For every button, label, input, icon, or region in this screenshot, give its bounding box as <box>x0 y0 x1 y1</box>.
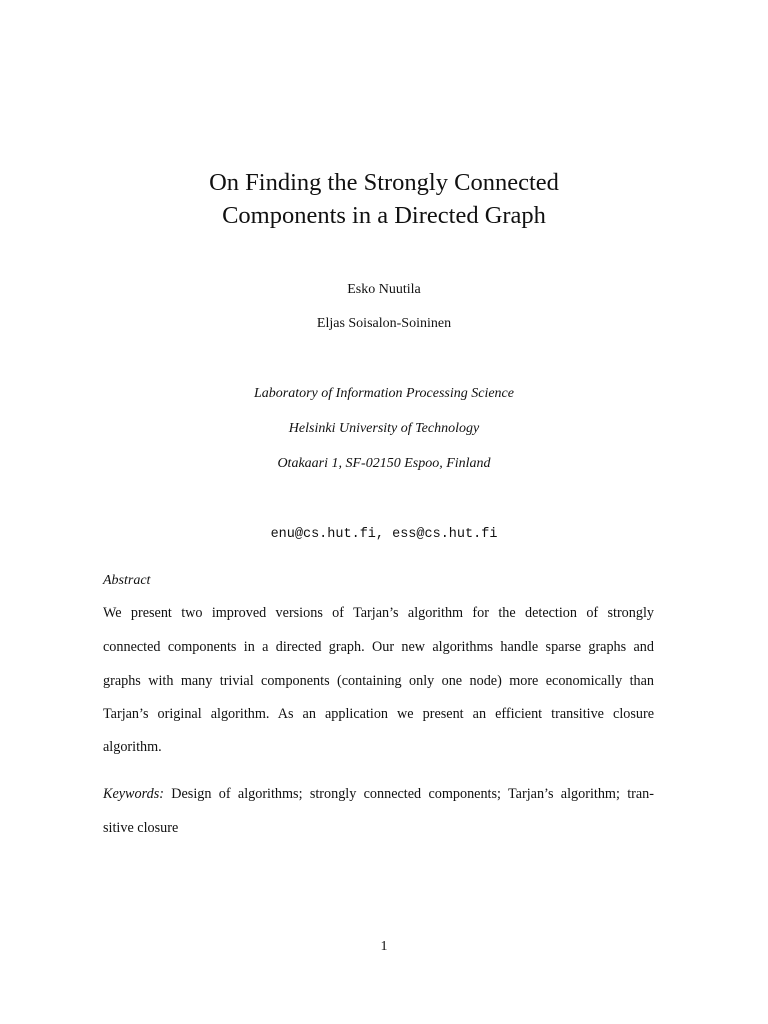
paper-title-line-1: On Finding the Strongly Connected <box>209 169 559 196</box>
affiliation-line-3: Otakaari 1, SF-02150 Espoo, Finland <box>277 456 491 471</box>
author-1: Esko Nuutila <box>347 282 421 297</box>
paper-title-line-2: Components in a Directed Graph <box>222 202 546 229</box>
abstract-line-2: connected components in a directed graph. Our new algorithms handle sparse graphs and <box>103 639 654 655</box>
keywords-line-1 <box>103 785 654 803</box>
abstract-line-3: graphs with many trivial components (containing only one node) more economically than <box>103 673 654 689</box>
page-number: 1 <box>380 939 388 954</box>
abstract-line-5: algorithm. <box>103 739 162 755</box>
keywords-label: Keywords: <box>103 786 164 802</box>
author-2: Eljas Soisalon-Soininen <box>316 316 452 331</box>
affiliation-line-2: Helsinki University of Technology <box>288 421 480 436</box>
keywords-line-2: sitive closure <box>103 820 179 836</box>
author-emails: enu@cs.hut.fi, ess@cs.hut.fi <box>270 527 498 542</box>
keywords-text-1: Design of algorithms; strongly connected components; Tarjan’s algorithm; tran- <box>171 786 654 802</box>
abstract-heading: Abstract <box>103 573 151 588</box>
abstract-line-4: Tarjan’s original algorithm. As an application we present an efficient transitive closure <box>103 706 654 722</box>
abstract-line-1: We present two improved versions of Tarjan’s algorithm for the detection of strongly <box>103 605 654 621</box>
affiliation-line-1: Laboratory of Information Processing Science <box>253 386 514 401</box>
